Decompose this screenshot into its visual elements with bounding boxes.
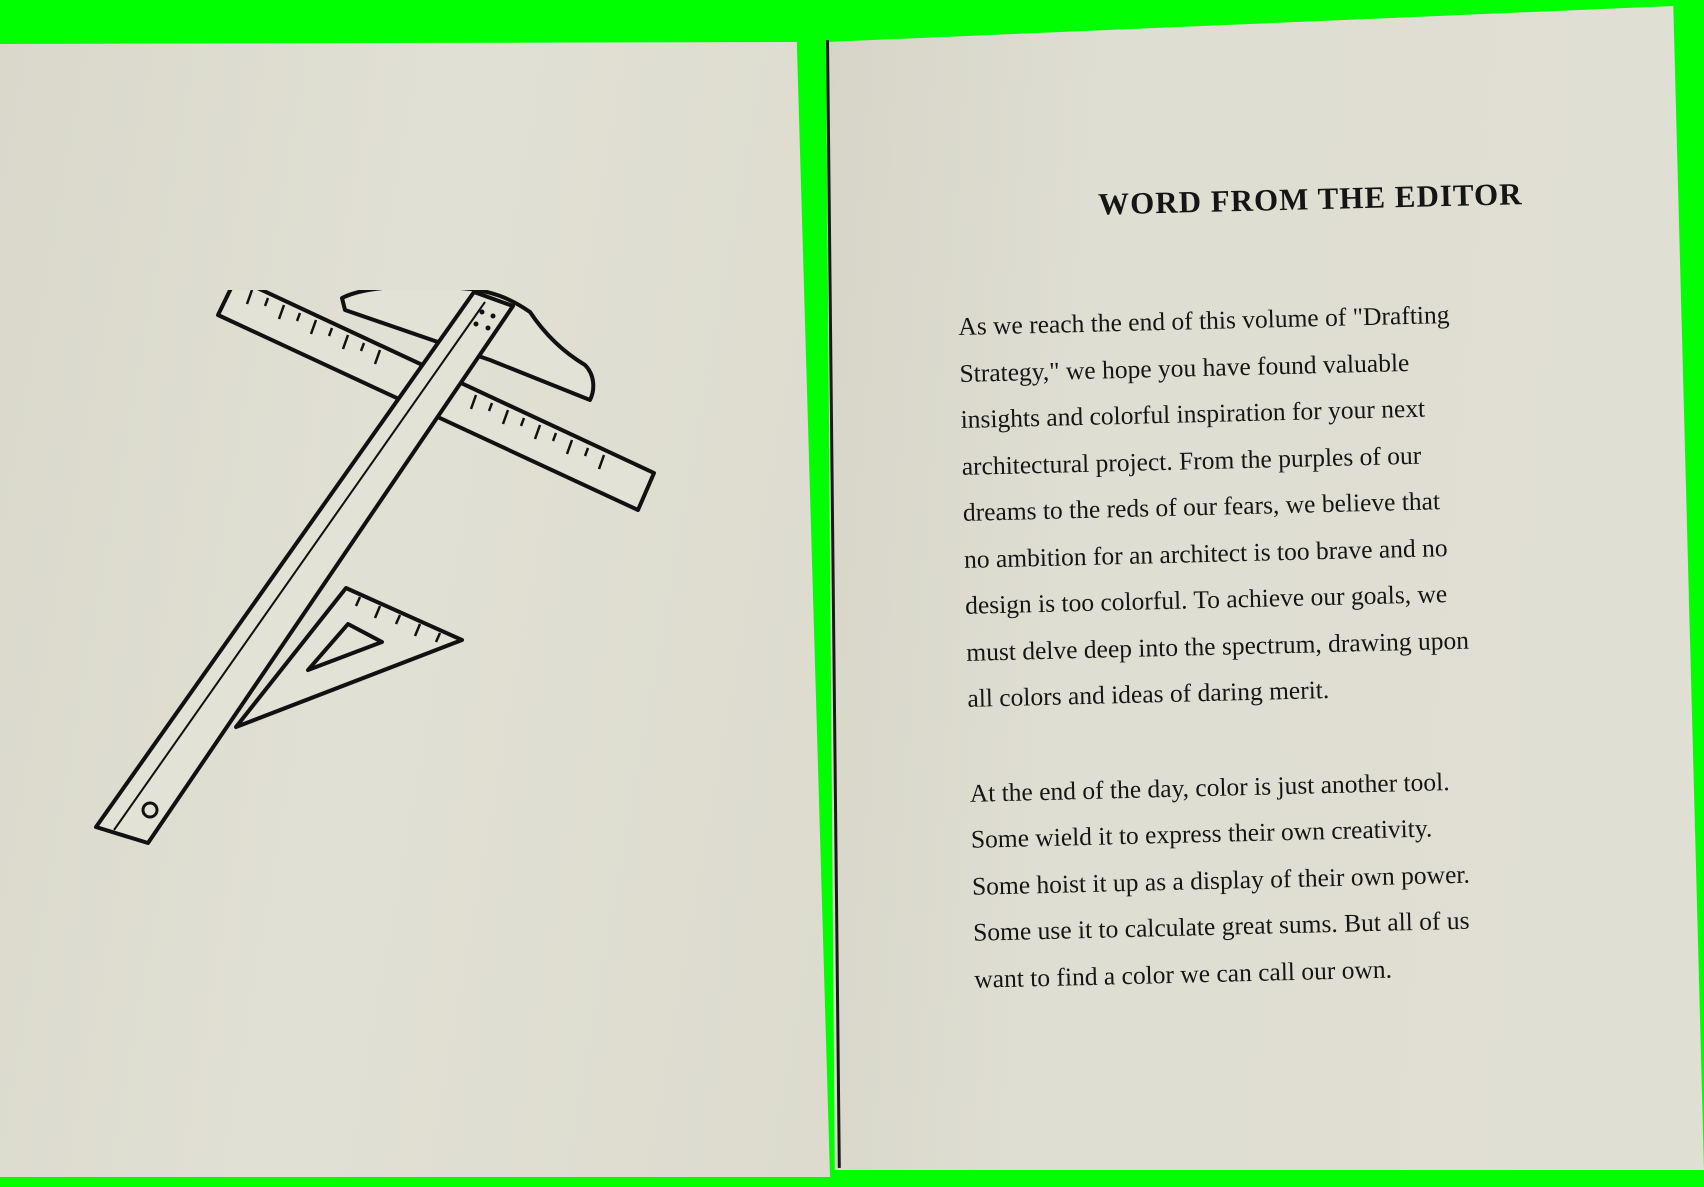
paragraph-1	[958, 288, 1608, 722]
text-line: At the end of the day, color is just another tool.	[969, 766, 1450, 808]
text-line: want to find a color we can call our own.	[973, 954, 1393, 994]
text-line: As we reach the end of this volume of "Drafting	[957, 299, 1450, 341]
text-line: must delve deep into the spectrum, drawing upon	[965, 625, 1470, 667]
text-line: all colors and ideas of daring merit.	[967, 675, 1330, 713]
text-line: Strategy," we hope you have found valuable	[959, 347, 1410, 388]
text-line: Some use it to calculate great sums. But all of us	[972, 905, 1470, 947]
editor-letter	[955, 174, 1616, 1050]
text-line: dreams to the reds of our fears, we believe that	[962, 486, 1441, 527]
text-line: Some wield it to express their own creativity.	[970, 813, 1433, 854]
page-title: WORD FROM THE EDITOR	[1097, 176, 1523, 222]
text-line: insights and colorful inspiration for your next	[960, 393, 1426, 434]
drafting-tools-icon	[90, 290, 710, 930]
text-line: architectural project. From the purples of our	[961, 440, 1422, 481]
text-line: Some hoist it up as a display of their own power.	[971, 859, 1471, 901]
text-line: no ambition for an architect is too brave and no	[963, 532, 1448, 574]
text-line: design is too colorful. To achieve our goals, we	[964, 579, 1448, 620]
t-square-blade	[96, 292, 513, 843]
paragraph-2	[969, 755, 1614, 1003]
